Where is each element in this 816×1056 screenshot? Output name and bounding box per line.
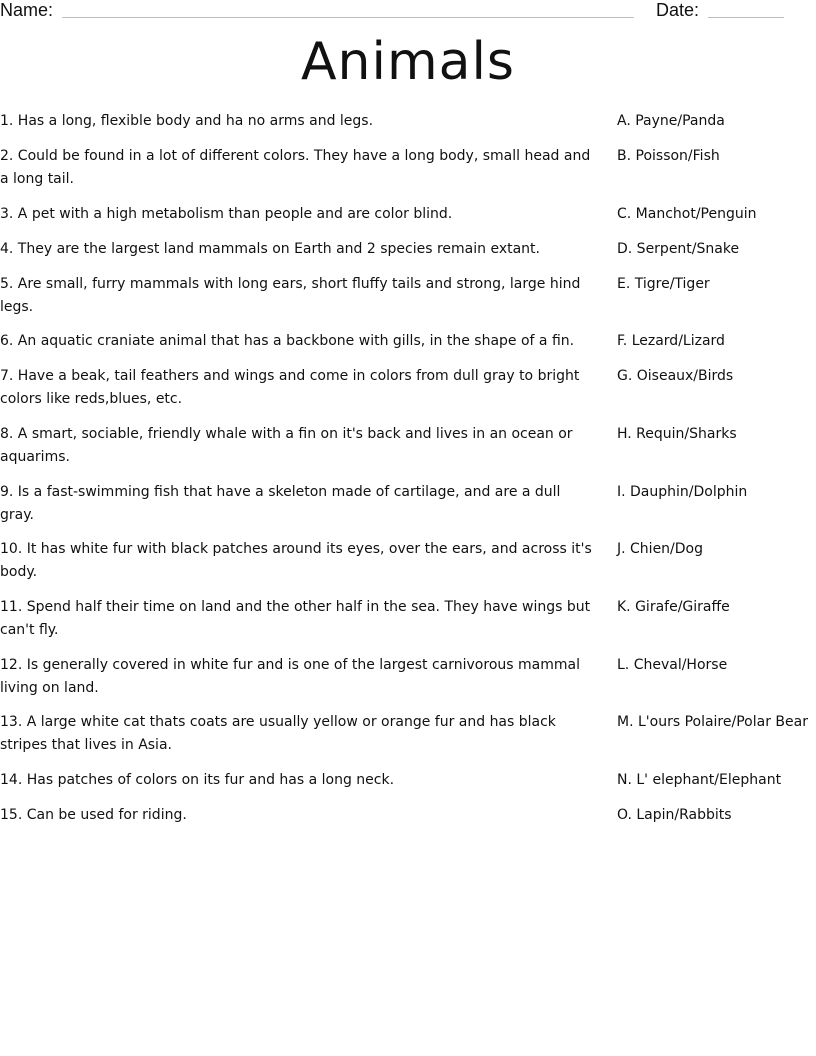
answer-option: G. Oiseaux/Birds (617, 368, 734, 384)
date-label: Date: (656, 0, 700, 20)
answer-option: J. Chien/Dog (617, 541, 704, 557)
question-text: 11. Spend half their time on land and the other half in the sea. They have wings but can't fly. (0, 599, 591, 638)
answer-option: K. Girafe/Giraffe (617, 599, 730, 615)
answer-option: E. Tigre/Tiger (617, 276, 710, 292)
question-text: 3. A pet with a high metabolism than people and are color blind. (0, 206, 453, 222)
answer-option: M. L'ours Polaire/Polar Bear (617, 714, 808, 730)
answer-option: O. Lapin/Rabbits (617, 807, 732, 823)
name-blank-line (62, 17, 634, 18)
question-text: 8. A smart, sociable, friendly whale with a fin on it's back and lives in an ocean or aquarims. (0, 426, 573, 465)
answer-option: L. Cheval/Horse (617, 657, 728, 673)
question-text: 1. Has a long, flexible body and ha no arms and legs. (0, 113, 374, 129)
answer-option: A. Payne/Panda (617, 113, 725, 129)
question-text: 7. Have a beak, tail feathers and wings and come in colors from dull gray to bright colors like reds,blues, etc. (0, 368, 580, 407)
page-title: Animals (300, 32, 516, 92)
question-text: 10. It has white fur with black patches around its eyes, over the ears, and across it's body. (0, 541, 592, 580)
question-text: 5. Are small, furry mammals with long ears, short fluffy tails and strong, large hind legs. (0, 276, 581, 315)
answer-option: I. Dauphin/Dolphin (617, 484, 748, 500)
question-text: 15. Can be used for riding. (0, 807, 187, 823)
answer-option: C. Manchot/Penguin (617, 206, 757, 222)
answer-option: B. Poisson/Fish (617, 148, 720, 164)
question-text: 4. They are the largest land mammals on Earth and 2 species remain extant. (0, 241, 540, 257)
name-label: Name: (0, 0, 54, 20)
question-text: 12. Is generally covered in white fur and is one of the largest carnivorous mammal living on land. (0, 657, 580, 696)
question-text: 13. A large white cat thats coats are usually yellow or orange fur and has black stripes that lives in Asia. (0, 714, 556, 753)
question-text: 14. Has patches of colors on its fur and has a long neck. (0, 772, 395, 788)
question-text: 6. An aquatic craniate animal that has a backbone with gills, in the shape of a fin. (0, 333, 575, 349)
question-text: 2. Could be found in a lot of different colors. They have a long body, small head and a long tail. (0, 148, 591, 187)
date-blank-line (708, 17, 784, 18)
worksheet-header (0, 0, 816, 22)
question-text: 9. Is a fast-swimming fish that have a skeleton made of cartilage, and are a dull gray. (0, 484, 561, 523)
answer-option: N. L' elephant/Elephant (617, 772, 782, 788)
answer-option: F. Lezard/Lizard (617, 333, 725, 349)
answer-option: H. Requin/Sharks (617, 426, 737, 442)
answer-option: D. Serpent/Snake (617, 241, 740, 257)
